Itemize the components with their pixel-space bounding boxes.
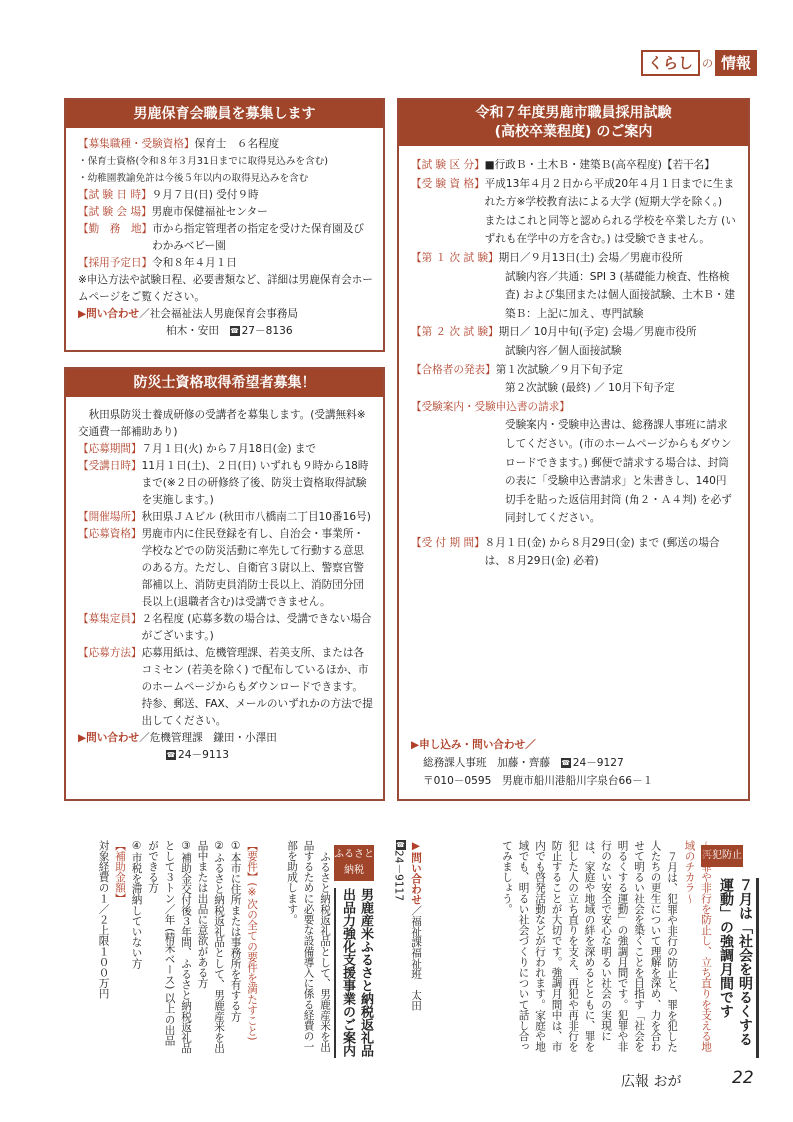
- value: 秋田県ＪＡビル (秋田市八橋南二丁目10番16号): [141, 511, 371, 523]
- inquiry-label: ▶問い合わせ: [78, 308, 140, 320]
- section-tag: [641, 48, 757, 78]
- footer-label: 広報 おが: [621, 1074, 682, 1090]
- label: 【応募資格】: [78, 528, 142, 540]
- crime-prevention-tag: 再犯防止: [701, 845, 743, 867]
- value: 11月１日(土)、２日(日) いずれも９時から18時まで(※２日の研修終了後、防災士資格取得試験を実施します。): [141, 460, 369, 506]
- inquiry-phone: 24－9117: [392, 850, 405, 902]
- label: 【合格者の発表】: [411, 363, 496, 376]
- page-number: 22: [732, 1068, 754, 1088]
- note: ※申込方法や試験日程、必要書類など、詳細は男鹿保育会ホームページをご覧ください。: [78, 274, 373, 303]
- apply-address: 〒010－0595 男鹿市船川港船川字泉台66－１: [423, 775, 654, 787]
- disaster-recruit-box: [64, 367, 385, 801]
- crime-prevention-subtitle: ～犯罪や非行を防止し、立ち直りを支える地域のチカラ～: [683, 840, 712, 1052]
- requirement-3: ③補助金交付後３年間、ふるさと納税返礼品として３トン／年 (精米ベース) 以上の出品ができる方: [147, 840, 192, 1054]
- value: 試験内容／個人面接試験: [505, 344, 622, 357]
- value: ８月１日(金) から８月29日(金) まで (郵送の場合は、８月29日(金) 必着): [484, 536, 720, 568]
- inquiry-phone: 27－8136: [241, 325, 293, 337]
- label: 【開催場所】: [78, 511, 142, 523]
- phone-icon: ☎: [230, 327, 239, 335]
- label: 【第 ２ 次 試 験】: [411, 326, 499, 339]
- note: ・幼稚園教諭免許は今後５年以内の取得見込みを含む: [78, 173, 309, 184]
- requirement-2: ②ふるさと納税返礼品として、男鹿産米を出品中または出品に意欲がある方: [196, 840, 225, 1054]
- inquiry-label: ▶問い合わせ: [410, 840, 422, 905]
- value: ■行政Ｂ・土木Ｂ・建築Ｂ(高卒程度)【若干名】: [484, 159, 715, 171]
- nursery-recruit-box: [64, 98, 385, 352]
- apply-label: ▶申し込み・問い合わせ／: [411, 739, 536, 751]
- title-line-2: (高校卒業程度) のご案内: [494, 124, 653, 140]
- value: 令和８年４月１日: [152, 257, 237, 269]
- label: 【受 験 資 格】: [411, 177, 485, 190]
- label: 【受 付 期 間】: [411, 536, 485, 549]
- label: 【試 験 日 時】: [78, 189, 152, 201]
- inquiry-value: ／危機管理課 鎌田・小澤田: [139, 732, 277, 744]
- furusato-tax-tag: ふるさと納税: [334, 845, 374, 881]
- intro: 秋田県防災士養成研修の受講者を募集します。(受講無料※交通費一部補助あり): [78, 409, 366, 438]
- label: 【受講日時】: [78, 460, 142, 472]
- furusato-tax-requirements: [60, 840, 260, 1055]
- city-staff-exam-title: [399, 100, 748, 146]
- nursery-recruit-title: 男鹿保育会職員を募集します: [66, 100, 383, 128]
- inquiry-phone: 24－9113: [178, 749, 230, 761]
- requirement-1: ①本市に住所または事務所を有する方: [229, 840, 242, 1022]
- phone-icon: ☎: [396, 841, 405, 849]
- requirements-note: (※次の全ての要件を満たすこと): [246, 882, 258, 1041]
- apply-names: 総務課人事班 加藤・齊藤: [423, 757, 561, 769]
- value: 第２次試験 (最終) ／ 10月下旬予定: [505, 382, 675, 395]
- value: 男鹿市保健福祉センター: [151, 206, 268, 218]
- note: ・保育士資格(令和８年３月31日までに取得見込みを含む): [78, 156, 328, 167]
- value: 保育士 ６名程度: [194, 138, 280, 150]
- value: 市から指定管理者の指定を受けた保育園及びわかみベビー園: [152, 223, 365, 252]
- title-line-1: 令和７年度男鹿市職員採用試験: [475, 105, 672, 121]
- inquiry-value: ／福祉課福祉班 太田: [410, 905, 422, 1011]
- label: 【採用予定日】: [78, 257, 153, 269]
- crime-prevention-title: ７月は「社会を明るくする運動」の強調月間です: [716, 878, 759, 1058]
- value: 男鹿市内に住民登録を有し、自治会・事業所・学校などでの防災活動に率先して行動する意思のある方。ただし、自衛官３尉以上、警察官警部補以上、消防吏員消防士長以上、消防団分団長以上(退職者含む)は受講できません。: [141, 528, 365, 608]
- inquiry-label: ▶問い合わせ: [78, 732, 140, 744]
- label: 【試 験 区 分】: [411, 159, 485, 171]
- section-tag-joho: 情報: [715, 50, 757, 76]
- label: 【募集職種・受験資格】: [78, 138, 195, 150]
- value: 応募用紙は、危機管理課、若美支所、または各コミセン (若美を除く) で配布しているほか、市のホームページからもダウンロードできます。持参、郵送、FAX、メールのいずれかの方法で提出してください。: [141, 647, 373, 727]
- label: 【受験案内・受験申込書の請求】: [411, 400, 570, 413]
- crime-prevention-inquiry: [388, 840, 424, 1055]
- phone-icon: ☎: [166, 751, 176, 759]
- subsidy-label: 【補助金額】: [114, 840, 126, 904]
- value: ７月１日(火) から７月18日(金) まで: [141, 443, 317, 455]
- city-staff-exam-box: [397, 98, 750, 801]
- phone-icon: ☎: [561, 759, 571, 767]
- label: 【応募方法】: [78, 647, 142, 659]
- requirement-4: ④市税を滞納していない方: [130, 840, 143, 969]
- label: 【応募期間】: [78, 443, 142, 455]
- apply-phone: 24－9127: [572, 757, 624, 769]
- label: 【第 １ 次 試 験】: [411, 251, 499, 264]
- value: 期日／ 10月中旬(予定) 会場／男鹿市役所: [498, 326, 697, 339]
- value: ２名程度 (応募多数の場合は、受講できない場合がございます。): [141, 613, 372, 642]
- subsidy-value: 対象経費の１／２上限１００万円: [97, 840, 110, 999]
- requirements-label: 【要件】: [246, 840, 258, 883]
- disaster-recruit-title: 防災士資格取得希望者募集！: [66, 369, 383, 397]
- inquiry-value: ／社会福祉法人男鹿保育会事務局: [139, 308, 299, 320]
- crime-prevention-body: ７月は、犯罪や非行の防止と、罪を犯した人たちの更生について理解を深め、力を合わせて明るい社会を築くことを目指す「社会を明るくする運動」の強調月間です。犯罪や非行のない安全で安心な明るい社会の実現には、家庭や地域の絆を深めるとともに、罪を犯した人の立ち直りを支え、再犯や再非行を防止することが大切です。強調月間中は、市内でも啓発活動などが行われます。家庭や地域でも、明るい社会づくりについて話し合ってみましょう。: [501, 840, 678, 1052]
- furusato-tax-body: ふるさと納税返礼品として、男鹿産米を出品するために必要な設備導入に係る経費の一部を助成します。: [286, 840, 331, 1052]
- label: 【試 験 会 場】: [78, 206, 152, 218]
- section-tag-kurashi: くらし: [641, 50, 700, 76]
- value: ９月７日(日) 受付９時: [151, 189, 259, 201]
- value: 試験内容／共通：SPI 3 (基礎能力検査、性格検査) および集団または個人面接試験、土木Ｂ・建築Ｂ：上記に加え、専門試験: [505, 270, 735, 320]
- furusato-tax-title: 男鹿産米ふるさと納税返礼品出品力強化支援事業のご案内: [334, 888, 374, 1058]
- value: 第１次試験／９月下旬予定: [495, 363, 623, 376]
- label: 【勤 務 地】: [78, 223, 153, 235]
- value: 受験案内・受験申込書は、総務課人事班に請求してください。(市のホームページからもダウンロードできます。) 郵便で請求する場合は、封筒の表に「受験申込書請求」と朱書きし、140円切手を貼った返信用封筒 (角２・Ａ４判) を必ず同封してください。: [505, 419, 732, 525]
- section-tag-no: の: [702, 57, 714, 70]
- value: 期日／９月13日(土) 会場／男鹿市役所: [498, 251, 683, 264]
- inquiry-names: 柏木・安田: [166, 325, 230, 337]
- label: 【募集定員】: [78, 613, 142, 625]
- value: 平成13年４月２日から平成20年４月１日までに生まれた方※学校教育法による大学 (短期大学を除く。) またはこれと同等と認められる学校を卒業した方 (いずれも在学中の方を含む。) は受験できません。: [484, 177, 736, 246]
